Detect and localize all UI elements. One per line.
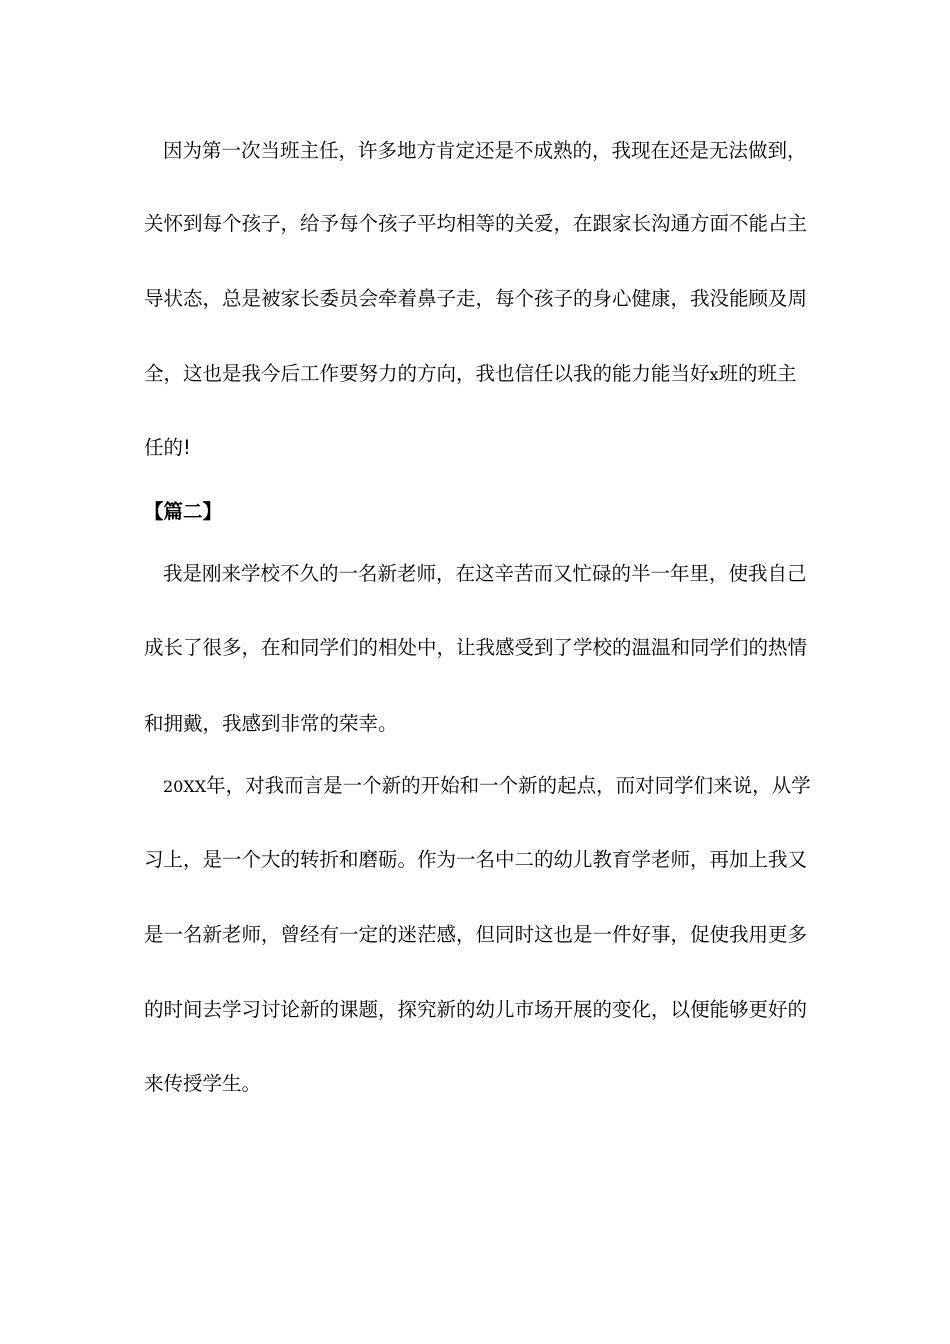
paragraph-2-line-1: 我是刚来学校不久的一名新老师，在这辛苦而又忙碌的半一年里，使我自己	[163, 562, 807, 585]
paragraph-1-line-4-class-letter: x	[709, 365, 719, 384]
paragraph-3-line-2: 习上，是一个大的转折和磨砺。作为一名中二的幼儿教育学老师，再加上我又	[144, 848, 808, 871]
paragraph-1-line-3: 导状态，总是被家长委员会牵着鼻子走，每个孩子的身心健康，我没能顾及周	[144, 287, 808, 310]
paragraph-1-line-2: 关怀到每个孩子，给予每个孩子平均相等的关爱，在跟家长沟通方面不能占主	[144, 212, 808, 235]
paragraph-3-line-1-text: 年，对我而言是一个新的开始和一个新的起点，而对同学们来说，从学	[206, 774, 811, 797]
paragraph-2-line-2: 成长了很多，在和同学们的相处中，让我感受到了学校的温温和同学们的热情	[144, 636, 808, 659]
paragraph-1-line-5: 任的!	[144, 436, 191, 459]
paragraph-1-line-1: 因为第一次当班主任，许多地方肯定还是不成熟的，我现在还是无法做到，	[163, 139, 807, 162]
paragraph-3-line-4: 的时间去学习讨论新的课题，探究新的幼儿市场开展的变化，以便能够更好的	[144, 998, 808, 1021]
paragraph-1-line-4-text-a: 全，这也是我今后工作要努力的方向，我也信任以我的能力能当好	[144, 362, 710, 385]
paragraph-1-line-4-text-b: 班的班主	[718, 362, 797, 385]
paragraph-2-line-3: 和拥戴，我感到非常的荣幸。	[144, 712, 398, 735]
paragraph-3-line-5: 来传授学生。	[144, 1072, 262, 1095]
paragraph-3-line-1	[163, 772, 843, 801]
paragraph-3-line-3: 是一名新老师，曾经有一定的迷茫感，但同时这也是一件好事，促使我用更多	[144, 923, 808, 946]
paragraph-1-line-4	[144, 360, 824, 389]
section-heading: 【篇二】	[144, 500, 223, 523]
paragraph-3-year: 20XX	[163, 777, 207, 796]
